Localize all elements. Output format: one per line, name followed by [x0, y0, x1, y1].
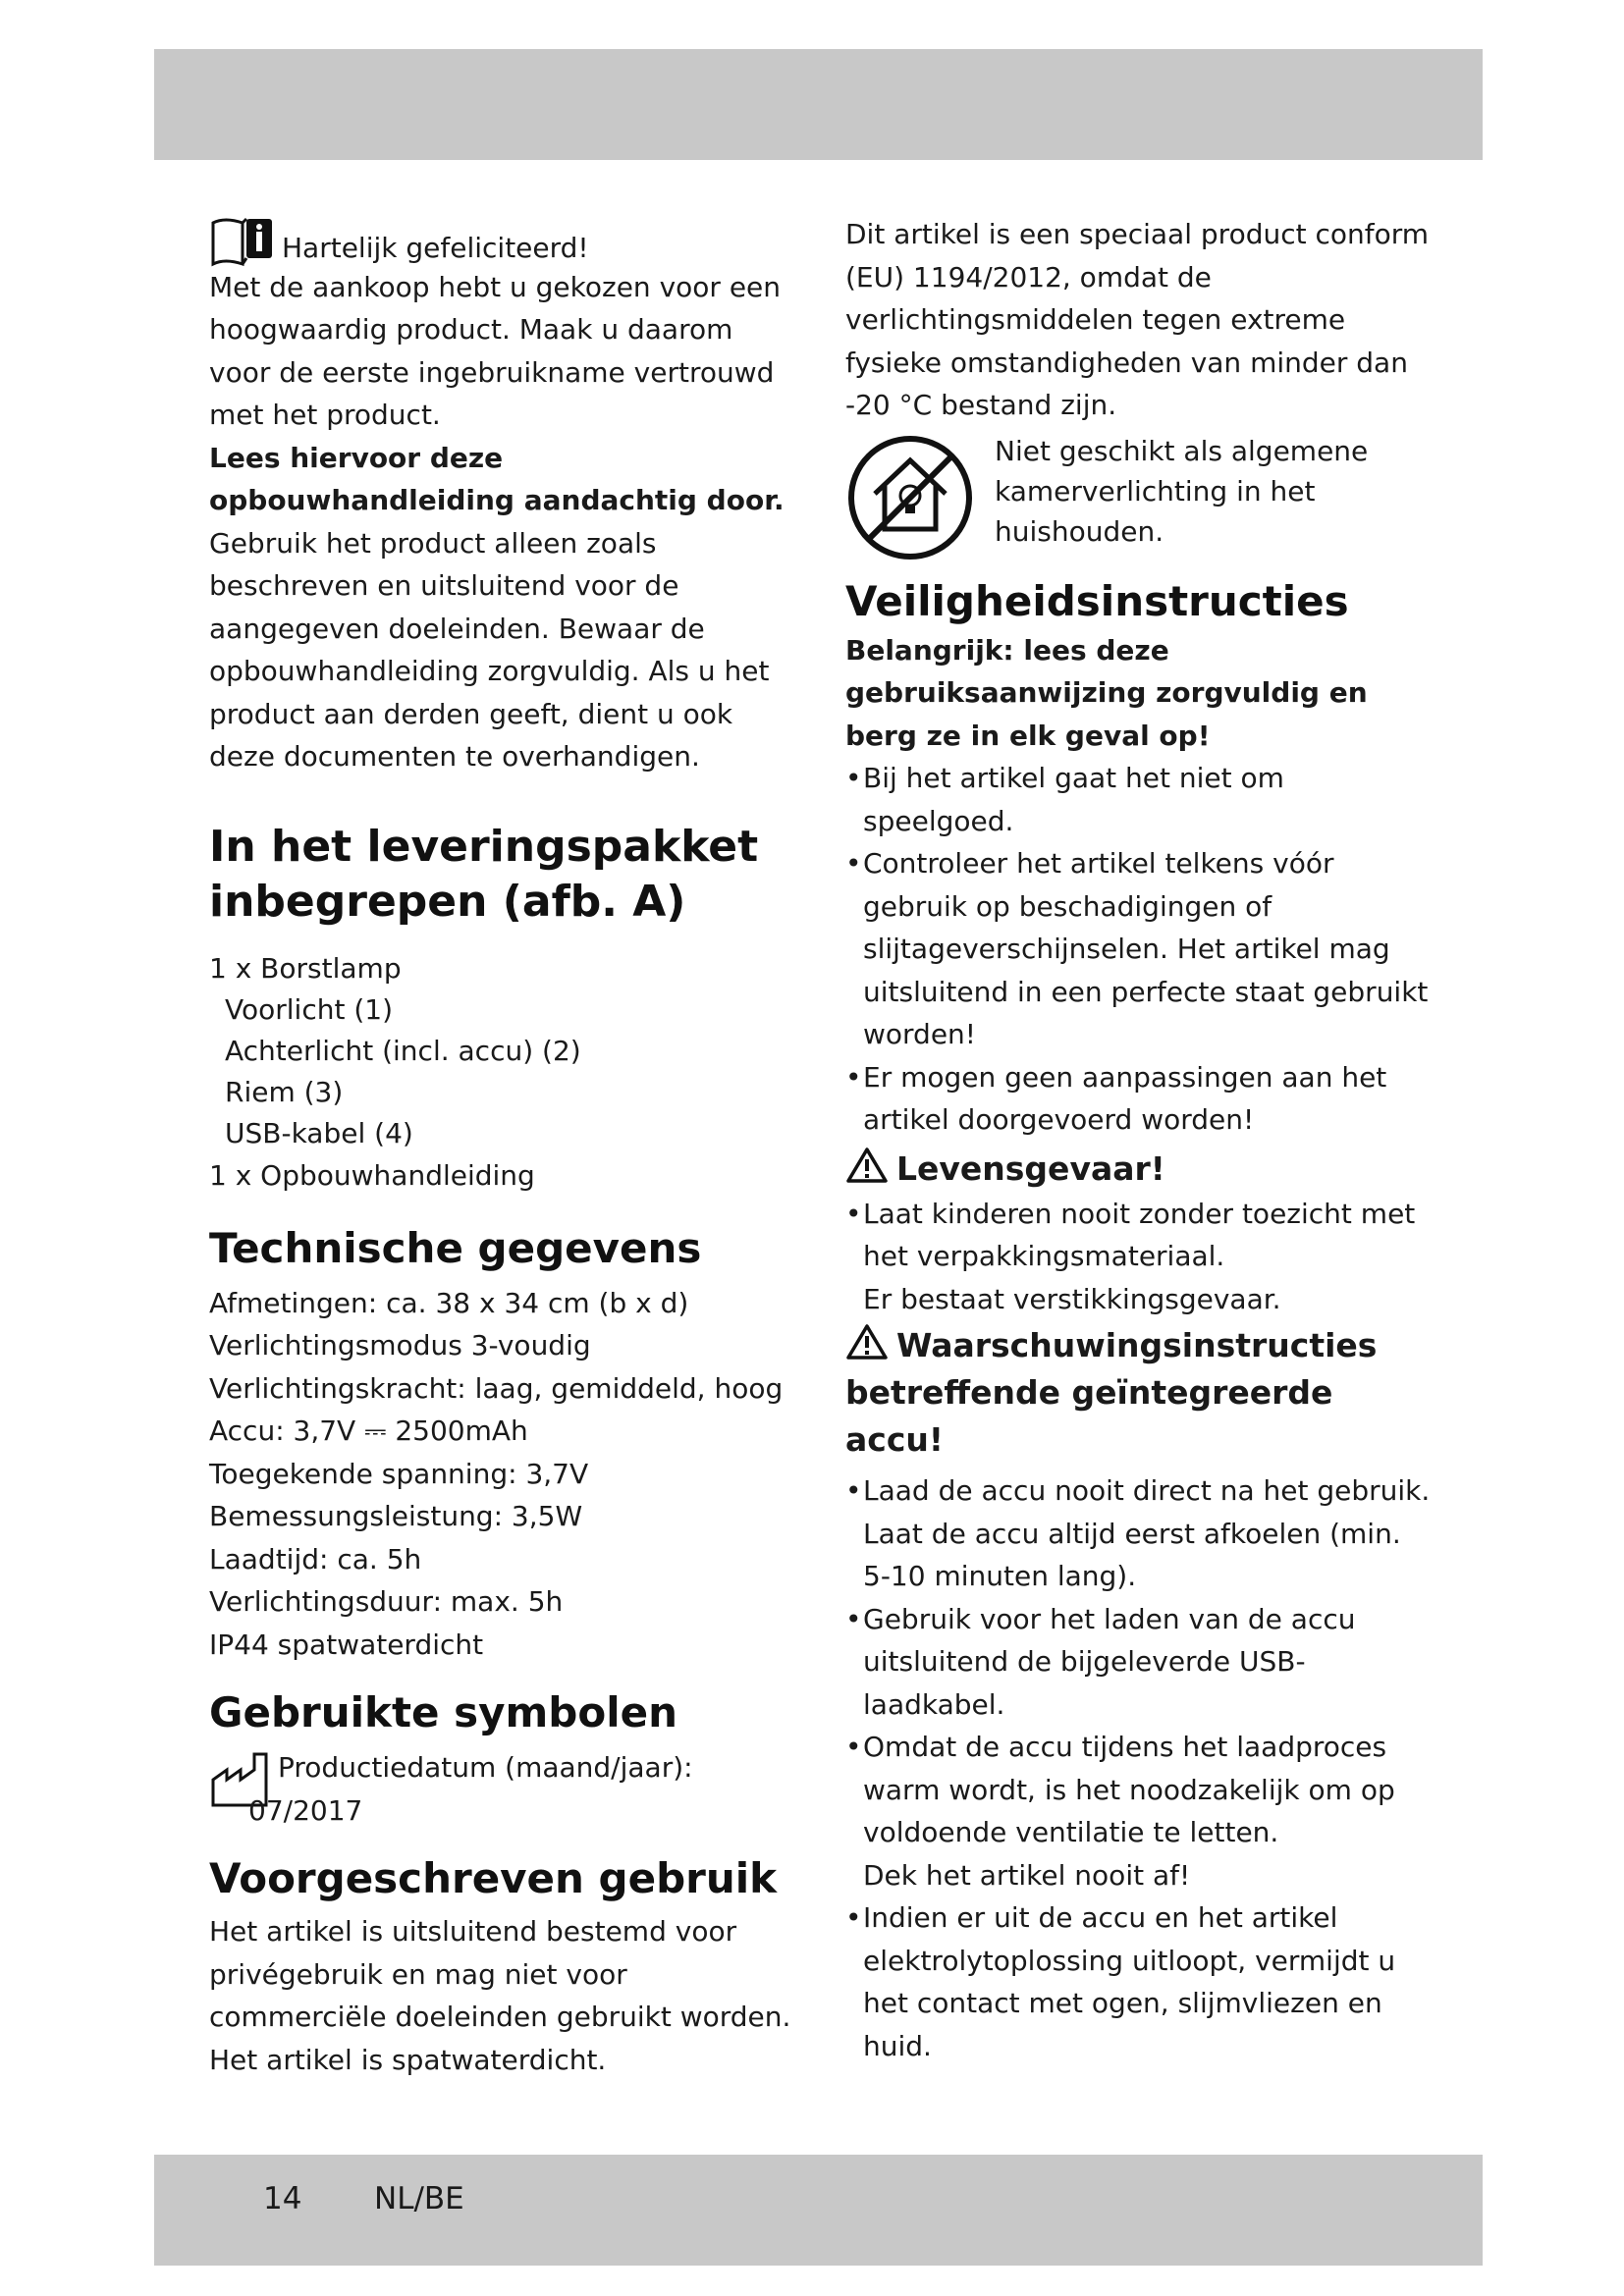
- spec-line: Laadtijd: ca. 5h: [209, 1542, 422, 1575]
- production-date-row: [209, 1746, 798, 1832]
- battery-cover-note: Dek het artikel nooit af!: [863, 1858, 1191, 1892]
- read-manual-note: Lees hiervoor deze opbouwhandleiding aandachtig door.: [209, 441, 785, 516]
- usage-paragraph: Gebruik het product alleen zoals beschreven en uitsluitend voor de aangegeven doeleinden. Bewaar de opbouwhandleiding zorgvuldig. Als u het product aan derden geeft, dient u ook deze documenten te overhandigen.: [209, 526, 770, 773]
- danger-heading-row: [845, 1146, 1435, 1193]
- regulation-paragraph: Dit artikel is een speciaal product conform (EU) 1194/2012, omdat de verlichtingsmiddelen tegen extreme fysieke omstandigheden van minder dan -20 °C bestand zijn.: [845, 218, 1430, 421]
- spec-line: Accu: 3,7V ⎓ 2500mAh: [209, 1415, 528, 1447]
- list-item: USB-kabel (4): [225, 1117, 413, 1149]
- list-item: • Controleer het artikel telkens vóór gebruik op beschadigingen of slijtageverschijnselen. Het artikel mag uitsluitend in een perfecte staat gebruikt worden!: [845, 842, 1435, 1056]
- safety-list: [845, 757, 1435, 1142]
- list-item: • Bij het artikel gaat het niet om speelgoed.: [845, 757, 1435, 842]
- intended-use-paragraph: Het artikel is uitsluitend bestemd voor privégebruik en mag niet voor commerciële doeleinden gebruikt worden. Het artikel is spatwaterdicht.: [209, 1915, 791, 2076]
- right-column: [845, 213, 1435, 2067]
- spec-line: Afmetingen: ca. 38 x 34 cm (b x d): [209, 1286, 689, 1319]
- not-suitable-text: Niet geschikt als algemene kamerverlichting in het huishouden.: [995, 434, 1369, 548]
- info-manual-icon: [209, 213, 278, 268]
- spec-line: Verlichtingskracht: laag, gemiddeld, hoog: [209, 1371, 784, 1405]
- safety-important: Belangrijk: lees deze gebruiksaanwijzing zorgvuldig en berg ze in elk geval op!: [845, 633, 1368, 752]
- spec-line: Verlichtingsmodus 3-voudig: [209, 1329, 591, 1362]
- list-item: • Laat kinderen nooit zonder toezicht met het verpakkingsmateriaal.: [845, 1193, 1435, 1278]
- list-item: • Gebruik voor het laden van de accu uitsluitend de bijgeleverde USB-laadkabel.: [845, 1598, 1435, 1727]
- list-item: • Indien er uit de accu en het artikel elektrolytoplossing uitloopt, vermijdt u het contact met ogen, slijmvliezen en huid.: [845, 1896, 1435, 2067]
- battery-list-continued: [845, 1896, 1435, 2067]
- warning-triangle-icon: [845, 1323, 889, 1361]
- production-date-value: 07/2017: [248, 1793, 363, 1827]
- warning-triangle-icon: [845, 1147, 889, 1184]
- locale-label: NL/BE: [374, 2181, 464, 2216]
- intended-use-heading: Voorgeschreven gebruik: [209, 1854, 778, 1902]
- spec-line: Bemessungsleistung: 3,5W: [209, 1500, 583, 1532]
- no-household-lighting-icon: [845, 431, 983, 561]
- footer-band: [154, 2155, 1483, 2266]
- list-item: • Er mogen geen aanpassingen aan het artikel doorgevoerd worden!: [845, 1056, 1435, 1142]
- list-item: • Laad de accu nooit direct na het gebruik. Laat de accu altijd eerst afkoelen (min. 5-10 minuten lang).: [845, 1469, 1435, 1598]
- technical-heading: Technische gegevens: [209, 1223, 702, 1272]
- technical-list: [209, 1282, 798, 1667]
- danger-list: [845, 1193, 1435, 1278]
- list-item: Achterlicht (incl. accu) (2): [225, 1035, 581, 1067]
- intro-paragraph: Met de aankoop hebt u gekozen voor een hoogwaardig product. Maak u daarom voor de eerste ingebruikname vertrouwd met het product.: [209, 270, 782, 431]
- left-column: [209, 213, 798, 2081]
- delivery-heading: In het leveringspakket inbegrepen (afb. A): [209, 821, 759, 927]
- greeting: Hartelijk gefeliciteerd!: [282, 232, 589, 264]
- page-number: 14: [263, 2181, 302, 2216]
- spec-line: IP44 spatwaterdicht: [209, 1628, 484, 1661]
- spec-line: Verlichtingsduur: max. 5h: [209, 1585, 564, 1618]
- production-date-text: [248, 1746, 693, 1832]
- danger-heading: Levensgevaar!: [896, 1148, 1165, 1188]
- battery-list: [845, 1469, 1435, 1854]
- safety-heading: Veiligheidsinstructies: [845, 576, 1349, 625]
- not-suitable-row: [845, 431, 1435, 561]
- spec-line: Toegekende spanning: 3,7V: [209, 1457, 589, 1490]
- danger-extra: Er bestaat verstikkingsgevaar.: [863, 1282, 1281, 1315]
- battery-heading: Waarschuwingsinstructies betreffende geïntegreerde accu!: [845, 1326, 1378, 1459]
- production-date-label: Productiedatum (maand/jaar):: [278, 1751, 693, 1784]
- list-item: Voorlicht (1): [225, 993, 393, 1026]
- symbols-heading: Gebruikte symbolen: [209, 1688, 677, 1736]
- list-item: 1 x Borstlamp: [209, 951, 402, 985]
- header-band: [154, 49, 1483, 160]
- list-item: 1 x Opbouwhandleiding: [209, 1159, 535, 1192]
- list-item: • Omdat de accu tijdens het laadproces warm wordt, is het noodzakelijk om op voldoende ventilatie te letten.: [845, 1726, 1435, 1854]
- battery-heading-row: [845, 1322, 1435, 1464]
- delivery-list: [209, 947, 798, 1198]
- list-item: Riem (3): [225, 1076, 344, 1108]
- intro-greeting-row: [209, 213, 798, 270]
